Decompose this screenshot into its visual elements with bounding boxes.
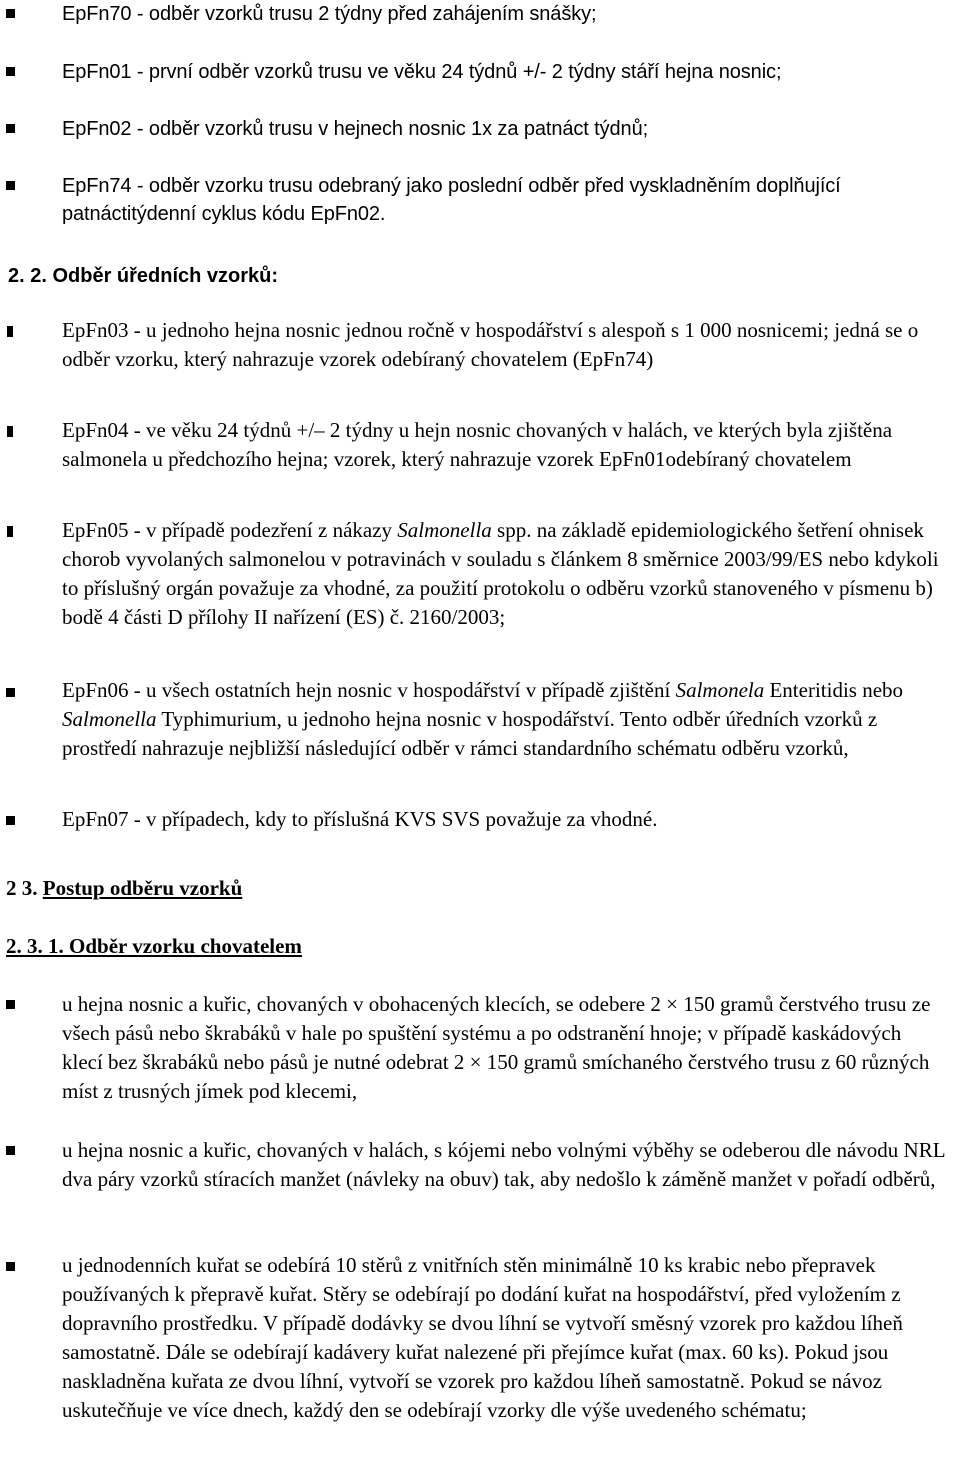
list-item: u hejna nosnic a kuřic, chovaných v obohacených klecích, se odebere 2 × 150 gramů čerstvého trusu ze všech pásů nebo škrabáků v hale po spuštění systému a po odstranění hnoje; v případě kaskádových klecí bez škrabáků nebo pásů je nutné odebrat 2 × 150 gramů smíchaného čerstvého trusu z 60 různých míst z trusných jímek pod klecemi,: [62, 992, 931, 1103]
text: EpFn06 - u všech ostatních hejn nosnic v hospodářství v případě zjištění: [62, 678, 676, 702]
heading-number: 2 3.: [6, 876, 43, 900]
bullet-icon: [6, 181, 15, 190]
heading-number: 2. 3. 1.: [6, 934, 69, 958]
bullet-icon: [6, 124, 15, 133]
italic-term: Salmonela: [675, 678, 765, 702]
bullet-icon: [7, 426, 13, 437]
bullet-icon: [6, 1262, 15, 1271]
section-heading-official-samples: 2. 2. Odběr úředních vzorků:: [8, 265, 279, 287]
heading-title: Postup odběru vzorků: [42, 876, 243, 900]
text: spp. na základě epidemiologického šetření ohnisek chorob vyvolaných salmonelou v potravinách v souladu s článkem 8 směrnice 2003/99/ES nebo kdykoli to příslušný orgán považuje za vhodné, za použití protokolu o odběru vzorků stanoveného v písmenu b) bodě 4 části D přílohy II nařízení (ES) č. 2160/2003;: [62, 518, 939, 629]
bullet-icon: [6, 1146, 15, 1155]
heading-title: Odběr vzorku chovatelem: [69, 934, 302, 958]
bullet-icon: [6, 688, 15, 697]
list-item-epfn03: EpFn03 - u jednoho hejna nosnic jednou ročně v hospodářství s alespoň s 1 000 nosnicemi; jedná se o odběr vzorku, který nahrazuje vzorek odebíraný chovatelem (EpFn74): [62, 318, 919, 371]
bullet-icon: [6, 1000, 15, 1009]
list-item: u jednodenních kuřat se odebírá 10 stěrů z vnitřních stěn minimálně 10 ks krabic nebo přepravek používaných k přepravě kuřat. Stěry se odebírají po dodání kuřat na hospodářství, před vyložením z dopravního prostředku. V případě dodávky se dvou líhní se vytvoří směsný vzorek pro každou líheň samostatně. Dále se odebírají kadávery kuřat nalezené při přejímce kuřat (max. 60 ks). Pokud jsou naskladněna kuřata ze dvou líhní, vytvoří se vzorek pro každou líheň samostatně. Pokud se návoz uskutečňuje ve více dnech, každý den se odebírají vzorky dle výše uvedeného schématu;: [62, 1253, 903, 1422]
text: Typhimurium, u jednoho hejna nosnic v hospodářství. Tento odběr úředních vzorků z prostředí nahrazuje nejbližší následující odběr v rámci standardního schématu odběru vzorků,: [62, 707, 878, 760]
bullet-icon: [6, 816, 15, 825]
section-heading-breeder-sampling: [6, 932, 302, 961]
list-item: EpFn74 - odběr vzorku trusu odebraný jako poslední odběr před vyskladněním doplňující patnáctitýdenní cyklus kódu EpFn02.: [62, 175, 841, 225]
bullet-icon: [7, 526, 13, 537]
text: EpFn05 - v případě podezření z nákazy: [62, 518, 398, 542]
list-item-epfn05: [62, 516, 947, 632]
section-heading-procedure: [6, 874, 242, 903]
bullet-icon: [7, 326, 13, 337]
bullet-icon: [6, 67, 15, 76]
list-item: EpFn02 - odběr vzorků trusu v hejnech nosnic 1x za patnáct týdnů;: [62, 118, 649, 140]
list-item-epfn04: EpFn04 - ve věku 24 týdnů +/– 2 týdny u hejn nosnic chovaných v halách, ve kterých byla zjištěna salmonela u předchozího hejna; vzorek, který nahrazuje vzorek EpFn01odebíraný chovatelem: [62, 418, 893, 471]
list-item-epfn06: [62, 676, 947, 763]
list-item: u hejna nosnic a kuřic, chovaných v halách, s kójemi nebo volnými výběhy se odeberou dle návodu NRL dva páry vzorků stíracích manžet (návleky na obuv) tak, aby nedošlo k záměně manžet v pořadí odběrů,: [62, 1138, 945, 1191]
list-item-epfn07: EpFn07 - v případech, kdy to příslušná KVS SVS považuje za vhodné.: [62, 807, 658, 831]
bullet-icon: [6, 9, 15, 18]
italic-term: Salmonella: [62, 707, 157, 731]
list-item: EpFn01 - první odběr vzorků trusu ve věku 24 týdnů +/- 2 týdny stáří hejna nosnic;: [62, 61, 782, 83]
text: Enteritidis nebo: [764, 678, 904, 702]
list-item: EpFn70 - odběr vzorků trusu 2 týdny před zahájením snášky;: [62, 3, 597, 25]
italic-term: Salmonella: [397, 518, 492, 542]
